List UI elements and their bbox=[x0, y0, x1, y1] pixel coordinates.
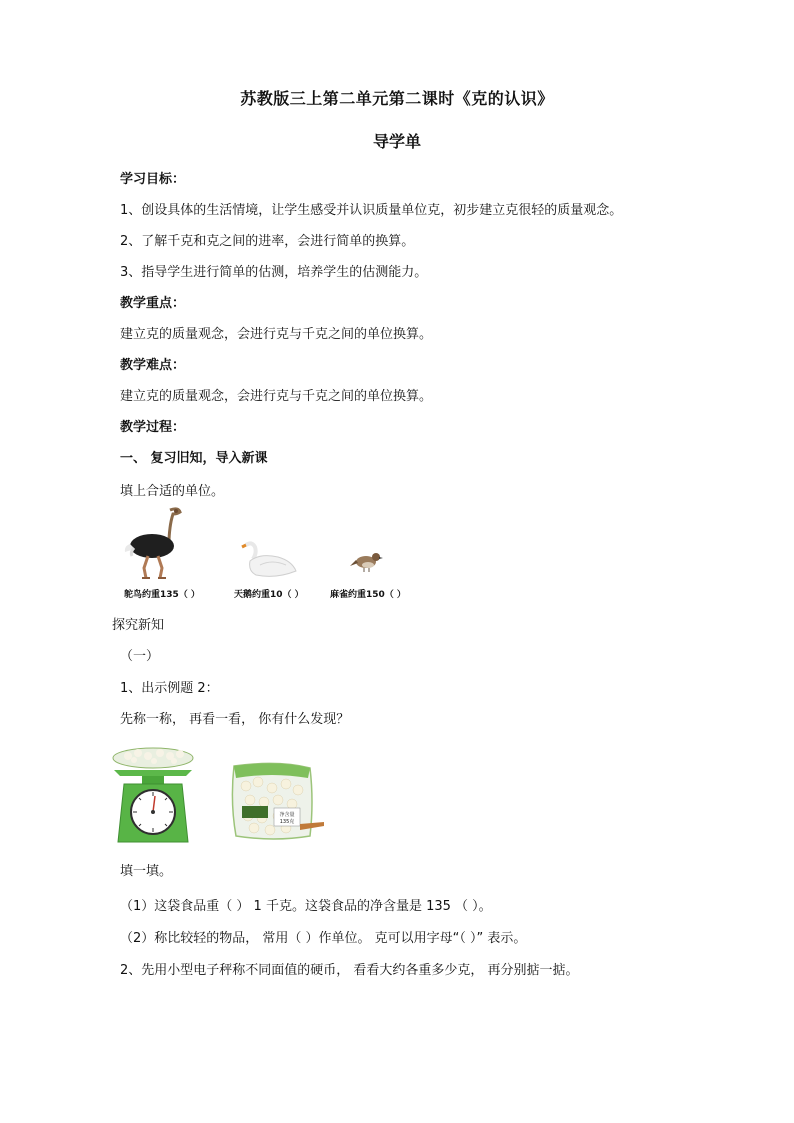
document-subtitle: 导学单 bbox=[372, 132, 421, 151]
net-weight-label: 净含量 bbox=[279, 812, 295, 818]
difficult-heading: 教学难点： bbox=[120, 358, 186, 373]
explore-heading: 探究新知 bbox=[112, 618, 165, 633]
swan-caption: 天鹅约重10（ ） bbox=[234, 590, 304, 600]
fill-unit-prompt: 填上合适的单位。 bbox=[120, 484, 225, 499]
weigh-prompt: 先称一称， 再看一看， 你有什么发现？ bbox=[120, 712, 350, 727]
goal-item-1: 1、创设具体的生活情境，让学生感受并认识质量单位克，初步建立克很轻的质量观念。 bbox=[120, 203, 623, 218]
key-heading: 教学重点： bbox=[120, 296, 186, 311]
ostrich-image bbox=[122, 506, 188, 580]
scale-image bbox=[110, 744, 196, 846]
swan-image bbox=[238, 541, 298, 579]
example-label: 1、出示例题 2： bbox=[120, 681, 219, 696]
document-title: 苏教版三上第二单元第二课时《克的认识》 bbox=[240, 89, 554, 108]
process-heading: 教学过程： bbox=[120, 420, 186, 435]
food-package-image bbox=[228, 760, 328, 840]
sparrow-image bbox=[350, 549, 384, 573]
fill-in-heading: 填一填。 bbox=[120, 864, 173, 879]
question-3: 2、先用小型电子秤称不同面值的硬币， 看看大约各重多少克， 再分别掂一掂。 bbox=[120, 963, 579, 978]
goal-item-2: 2、了解千克和克之间的进率，会进行简单的换算。 bbox=[120, 234, 415, 249]
sparrow-caption: 麻雀约重150（ ） bbox=[330, 590, 406, 600]
section1-heading: 一、 复习旧知，导入新课 bbox=[120, 451, 268, 466]
part1-label: （一） bbox=[120, 649, 160, 664]
ostrich-caption: 鸵鸟约重135（ ） bbox=[124, 590, 200, 600]
goal-item-3: 3、指导学生进行简单的估测，培养学生的估测能力。 bbox=[120, 265, 428, 280]
net-weight-value: 135克 bbox=[279, 819, 295, 825]
key-text: 建立克的质量观念，会进行克与千克之间的单位换算。 bbox=[120, 327, 433, 342]
question-1: （1）这袋食品重（ ） 1 千克。这袋食品的净含量是 135 （ ）。 bbox=[120, 899, 492, 914]
difficult-text: 建立克的质量观念，会进行克与千克之间的单位换算。 bbox=[120, 389, 433, 404]
goals-heading: 学习目标： bbox=[120, 172, 186, 187]
question-2: （2）称比较轻的物品， 常用（ ）作单位。 克可以用字母“（ ）” 表示。 bbox=[120, 931, 527, 946]
